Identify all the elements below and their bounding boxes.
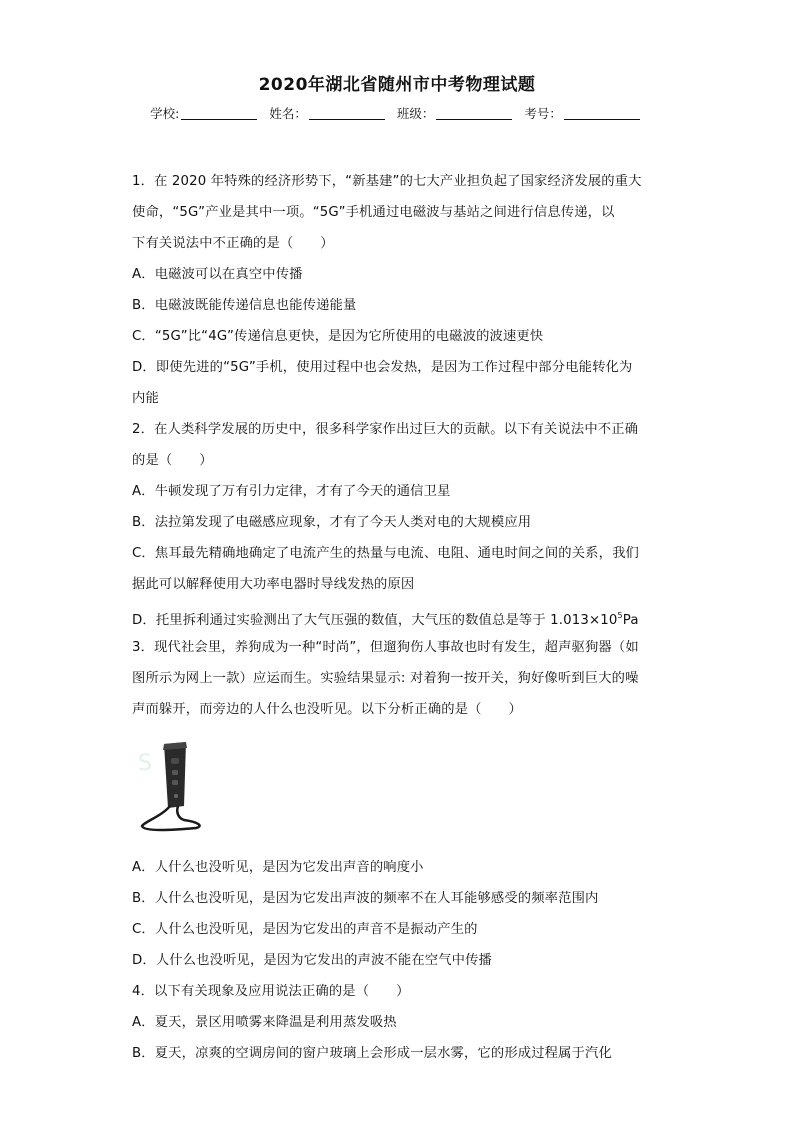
question-3-option-b[interactable]: B．人什么也没听见，是因为它发出声波的频率不在人耳能够感受的频率范围内 [132,891,599,906]
question-1-stem-line: 下有关说法中不正确的是（ ） [132,236,334,251]
name-blank[interactable] [309,107,385,120]
question-1 [132,166,662,414]
question-1-option-b[interactable]: B．电磁波既能传递信息也能传递能量 [132,298,357,313]
question-1-option-d[interactable]: D．即使先进的“5G”手机，使用过程中也会发热，是因为工作过程中部分电能转化为 [132,360,633,375]
page-title: 2020年湖北省随州市中考物理试题 [258,75,536,95]
name-label: 姓名： [269,106,307,121]
question-1-stem-line: 使命，“5G”产业是其中一项。“5G”手机通过电磁波与基站之间进行信息传递，以 [132,205,615,220]
question-3-option-a[interactable]: A．人什么也没听见，是因为它发出声音的响度小 [132,860,424,875]
question-3 [132,632,662,725]
question-2-option-b[interactable]: B．法拉第发现了电磁感应现象，才有了今天人类对电的大规模应用 [132,515,532,530]
question-2-option-d-text: D．托里拆利通过实验测出了大气压强的数值，大气压的数值总是等于 1.013×10 [132,613,618,628]
question-4-option-b[interactable]: B．夏天，凉爽的空调房间的窗户玻璃上会形成一层水雾，它的形成过程属于汽化 [132,1046,612,1061]
school-blank[interactable] [181,107,257,120]
question-2-option-d[interactable] [132,600,662,636]
question-2-stem-line: 2．在人类科学发展的历史中，很多科学家作出过巨大的贡献。以下有关说法中不正确 [132,422,639,437]
question-2 [132,414,662,636]
class-label: 班级： [396,106,435,121]
question-3-option-c[interactable]: C．人什么也没听见，是因为它发出的声音不是振动产生的 [132,922,478,937]
question-3-option-d[interactable]: D．人什么也没听见，是因为它发出的声波不能在空气中传播 [132,953,493,968]
question-1-option-c[interactable]: C．“5G”比“4G”传递信息更快，是因为它所使用的电磁波的波速更快 [132,329,544,344]
question-4-stem-line: 4．以下有关现象及应用说法正确的是（ ） [132,984,410,999]
question-1-stem-line: 1．在 2020 年特殊的经济形势下，“新基建”的七大产业担负起了国家经济发展的重大 [132,174,642,189]
exponent: 5 [617,611,623,620]
question-2-option-a[interactable]: A．牛顿发现了万有引力定律，才有了今天的通信卫星 [132,484,451,499]
question-4-option-a[interactable]: A．夏天，景区用喷雾来降温是利用蒸发吸热 [132,1015,397,1030]
id-label: 考号： [524,106,562,121]
question-1-option-a[interactable]: A．电磁波可以在真空中传播 [132,267,303,282]
svg-text:S: S [138,751,152,776]
question-2-option-c[interactable]: C．焦耳最先精确地确定了电流产生的热量与电流、电阻、通电时间之间的关系，我们 [132,546,639,561]
question-2-stem-line: 的是（ ） [132,453,213,468]
unit: Pa [622,613,639,628]
question-1-option-d-continued: 内能 [132,391,159,406]
question-3-options [132,852,662,976]
id-blank[interactable] [564,107,640,120]
question-4 [132,976,662,1069]
question-3-stem-line: 图所示为网上一款）应运而生。实验结果显示: 对着狗一按开关，狗好像听到巨大的噪 [132,671,639,686]
class-blank[interactable] [436,107,512,120]
question-2-option-c-continued: 据此可以解释使用大功率电器时导线发热的原因 [132,577,415,592]
school-label: 学校: [150,106,180,121]
student-info-line [0,104,794,122]
question-3-stem-line: 声而躲开，而旁边的人什么也没听见。以下分析正确的是（ ） [132,702,522,717]
question-3-stem-line: 3．现代社会里，养狗成为一种“时尚”，但遛狗伤人事故也时有发生，超声驱狗器（如 [132,640,639,655]
dog-repeller-image [134,736,210,836]
